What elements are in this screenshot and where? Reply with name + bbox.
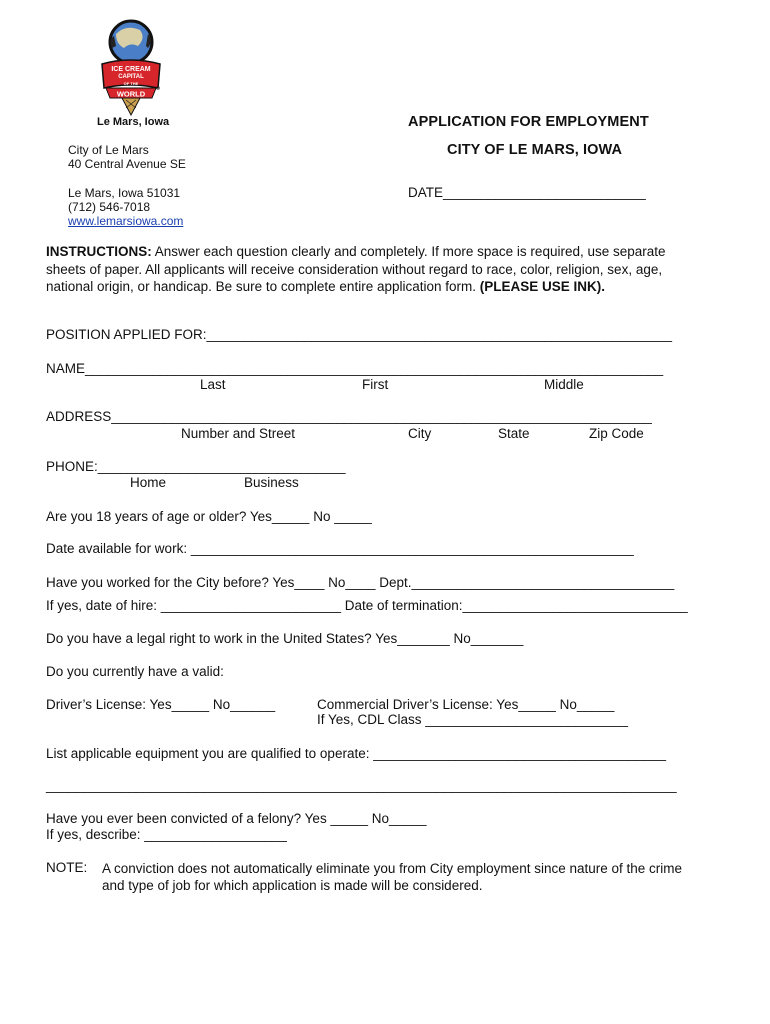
name-sub-first: First bbox=[362, 377, 389, 392]
city-logo bbox=[96, 16, 166, 116]
address-sub-street: Number and Street bbox=[181, 426, 296, 441]
phone-sub-home: Home bbox=[130, 475, 167, 490]
phone-field[interactable]: PHONE:_________________________________ bbox=[46, 459, 346, 474]
address-sub-state: State bbox=[498, 426, 530, 441]
application-title: APPLICATION FOR EMPLOYMENT bbox=[408, 114, 649, 130]
website-link[interactable]: www.lemarsiowa.com bbox=[68, 214, 184, 228]
address-citystate: Le Mars, Iowa 51031 bbox=[68, 186, 181, 200]
ice-cream-capital-logo bbox=[96, 16, 166, 116]
equipment-field[interactable]: List applicable equipment you are qualified to operate: _______________________________________ bbox=[46, 746, 667, 761]
instructions-text: Answer each question clearly and completely. If more space is required, use separate sheets of paper. All applicants will receive consideration without regard to race, color, religion, sex, age, national origin, or handicap. Be sure to complete entire application form. bbox=[46, 244, 666, 294]
logo-line4: WORLD bbox=[116, 89, 146, 99]
address-sub-city: City bbox=[408, 426, 432, 441]
felony-describe-field[interactable]: If yes, describe: ___________________ bbox=[46, 827, 287, 842]
name-field[interactable]: NAME_____________________________________________________________________________ bbox=[46, 361, 664, 376]
logo-line3: OF THE bbox=[123, 81, 139, 86]
note-text: A conviction does not automatically eliminate you from City employment since nature of the crime and type of job for which application is made will be considered. bbox=[102, 861, 683, 893]
position-field[interactable]: POSITION APPLIED FOR:______________________________________________________________ bbox=[46, 327, 673, 342]
phone-sub-business: Business bbox=[244, 475, 299, 490]
worked-before-question[interactable]: Have you worked for the City before? Yes____ No____ Dept.___________________________________ bbox=[46, 575, 675, 590]
felony-question[interactable]: Have you ever been convicted of a felony? Yes _____ No_____ bbox=[46, 811, 427, 826]
logo-line2: CAPITAL bbox=[118, 74, 144, 80]
address-city: City of Le Mars bbox=[68, 143, 149, 157]
age-question[interactable]: Are you 18 years of age or older? Yes_____ No _____ bbox=[46, 509, 372, 524]
address-field[interactable]: ADDRESS________________________________________________________________________ bbox=[46, 409, 652, 424]
name-sub-last: Last bbox=[200, 377, 226, 392]
cdl-field[interactable]: Commercial Driver’s License: Yes_____ No_____ bbox=[317, 697, 615, 712]
equipment-field-line2[interactable]: ____________________________________________________________________________________ bbox=[46, 778, 677, 793]
date-field[interactable]: DATE___________________________ bbox=[408, 185, 646, 200]
address-phone: (712) 546-7018 bbox=[68, 200, 151, 214]
instructions-label: INSTRUCTIONS: bbox=[46, 244, 152, 259]
logo-cone bbox=[122, 98, 140, 115]
cdl-class-field[interactable]: If Yes, CDL Class ___________________________ bbox=[317, 712, 629, 727]
date-available-field[interactable]: Date available for work: ___________________________________________________________ bbox=[46, 541, 634, 556]
instructions-paragraph bbox=[46, 243, 696, 296]
note-label: NOTE: bbox=[46, 860, 88, 875]
instructions-emphasis: (PLEASE USE INK). bbox=[479, 279, 606, 294]
city-title: CITY OF LE MARS, IOWA bbox=[447, 142, 623, 158]
valid-license-question: Do you currently have a valid: bbox=[46, 664, 224, 679]
logo-line1: ICE CREAM bbox=[111, 66, 151, 73]
address-sub-zip: Zip Code bbox=[589, 426, 644, 441]
drivers-license-field[interactable]: Driver’s License: Yes_____ No______ bbox=[46, 697, 276, 712]
address-street: 40 Central Avenue SE bbox=[68, 157, 186, 171]
hire-dates-field[interactable]: If yes, date of hire: ________________________ Date of termination:______________________________ bbox=[46, 598, 688, 613]
logo-caption: Le Mars, Iowa bbox=[97, 116, 170, 128]
name-sub-middle: Middle bbox=[544, 377, 584, 392]
legal-right-question[interactable]: Do you have a legal right to work in the United States? Yes_______ No_______ bbox=[46, 631, 524, 646]
